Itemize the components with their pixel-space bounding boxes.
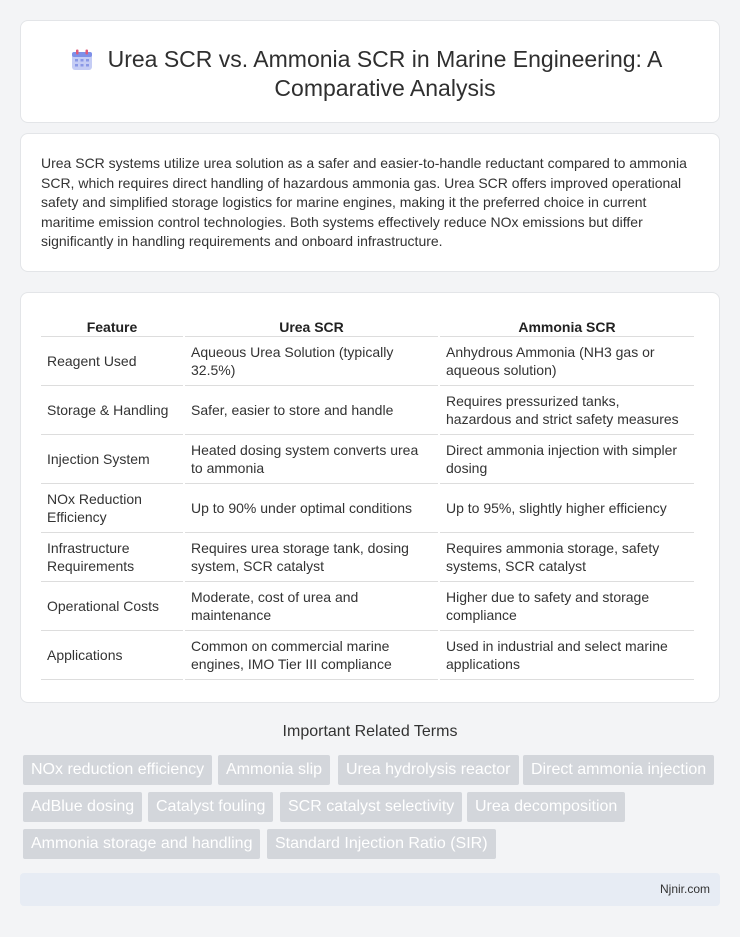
header-urea-scr: Urea SCR [185,315,438,337]
related-terms-heading: Important Related Terms [282,723,458,740]
table-header-row [41,315,694,337]
table-row [41,631,694,680]
table-row [41,386,694,435]
related-term-tag[interactable]: Ammonia storage and handling [23,829,260,859]
title-card [20,20,720,123]
intro-paragraph: Urea SCR systems utilize urea solution as a safer and easier-to-handle reductant compared to ammonia SCR, which requires direct handling of hazardous ammonia gas. Urea SCR offers improved operational safety and simplified storage logistics for marine engines, making it the preferred choice in current maritime emission control technologies. Both systems effectively reduce NOx emissions but differ significantly in handling requirements and onboard infrastructure. [41,155,687,250]
ammonia-cell: Requires pressurized tanks, hazardous and strict safety measures [440,386,694,435]
table-row [41,337,694,386]
feature-cell: Applications [41,631,183,680]
feature-cell: Reagent Used [41,337,183,386]
header-feature: Feature [41,315,183,337]
related-term-tag[interactable]: Ammonia slip [218,755,330,785]
urea-cell: Requires urea storage tank, dosing system, SCR catalyst [185,533,438,582]
table-row [41,484,694,533]
table-row [41,533,694,582]
urea-cell: Aqueous Urea Solution (typically 32.5%) [185,337,438,386]
related-term-tag[interactable]: AdBlue dosing [23,792,142,822]
urea-cell: Heated dosing system converts urea to ammonia [185,435,438,484]
ammonia-cell: Up to 95%, slightly higher efficiency [440,484,694,533]
table-row [41,582,694,631]
ammonia-cell: Anhydrous Ammonia (NH3 gas or aqueous solution) [440,337,694,386]
comparison-table [39,315,696,680]
feature-cell: Injection System [41,435,183,484]
intro-card [20,133,720,272]
footer [20,873,720,906]
related-term-tag[interactable]: Urea hydrolysis reactor [338,755,519,785]
ammonia-cell: Higher due to safety and storage compliance [440,582,694,631]
feature-cell: Infrastructure Requirements [41,533,183,582]
header-ammonia-scr: Ammonia SCR [440,315,694,337]
related-term-tag[interactable]: SCR catalyst selectivity [280,792,462,822]
related-term-tag[interactable]: Urea decomposition [467,792,625,822]
urea-cell: Common on commercial marine engines, IMO Tier III compliance [185,631,438,680]
feature-cell: Storage & Handling [41,386,183,435]
related-term-tag[interactable]: NOx reduction efficiency [23,755,212,785]
feature-cell: NOx Reduction Efficiency [41,484,183,533]
table-row [41,435,694,484]
ammonia-cell: Direct ammonia injection with simpler dosing [440,435,694,484]
page-title: Urea SCR vs. Ammonia SCR in Marine Engineering: A Comparative Analysis [107,46,663,101]
comparison-card [20,292,720,703]
ammonia-cell: Requires ammonia storage, safety systems, SCR catalyst [440,533,694,582]
related-term-tag[interactable]: Catalyst fouling [148,792,273,822]
footer-site-link[interactable]: Njnir.com [659,882,710,896]
feature-cell: Operational Costs [41,582,183,631]
ammonia-cell: Used in industrial and select marine applications [440,631,694,680]
urea-cell: Moderate, cost of urea and maintenance [185,582,438,631]
urea-cell: Safer, easier to store and handle [185,386,438,435]
urea-cell: Up to 90% under optimal conditions [185,484,438,533]
related-term-tag[interactable]: Direct ammonia injection [523,755,714,785]
related-term-tag[interactable]: Standard Injection Ratio (SIR) [267,829,496,859]
